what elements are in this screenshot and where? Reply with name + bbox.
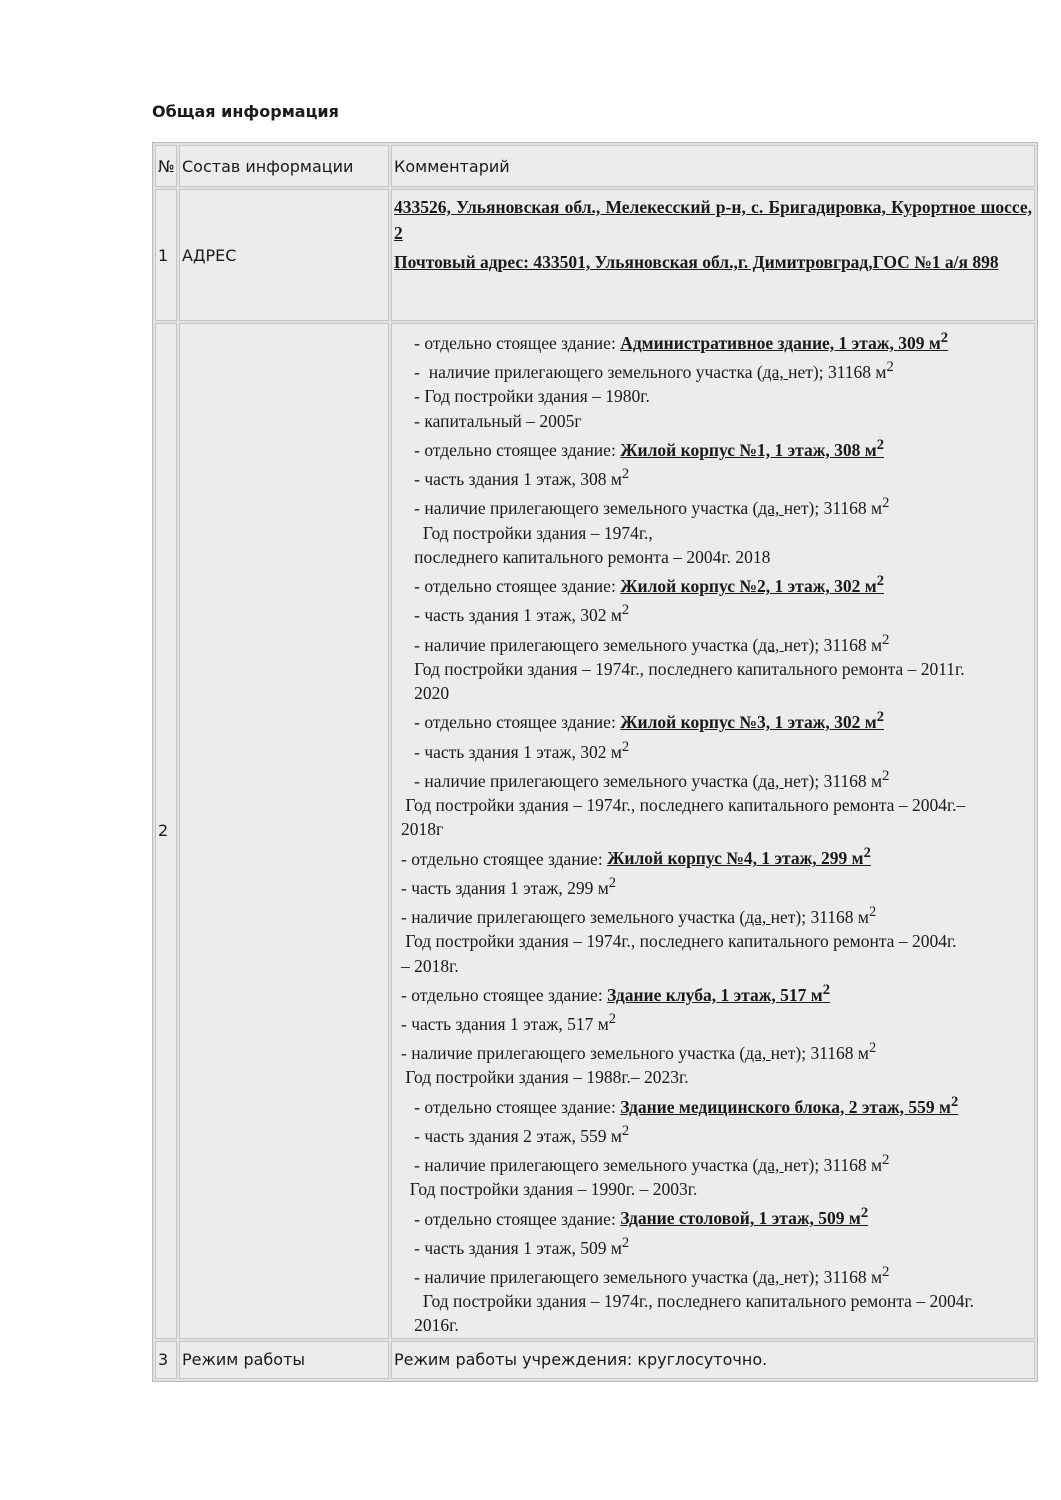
- line-text: - капитальный – 2005г: [414, 410, 582, 431]
- building-info-line: [401, 817, 1032, 841]
- legal-address: 433526, Ульяновская обл., Мелекесский р-н, с. Бригадировка, Курортное шоссе, 2: [394, 197, 1032, 243]
- building-info-line: [401, 491, 1032, 520]
- selected-option: да,: [758, 498, 784, 519]
- building-info-line: [401, 433, 1032, 462]
- work-mode: Режим работы учреждения: круглосуточно.: [391, 1341, 1035, 1379]
- line-text: - наличие прилегающего земельного участка (: [401, 1043, 746, 1064]
- building-info-line: [401, 929, 1032, 953]
- line-text: - часть здания 1 этаж, 308 м: [414, 469, 622, 490]
- building-info-line: [401, 1036, 1032, 1065]
- line-text: - отдельно стоящее здание:: [414, 1096, 621, 1117]
- building-name: [607, 981, 830, 1005]
- area-superscript: 2: [621, 1122, 630, 1139]
- postal-address: Почтовый адрес: 433501, Ульяновская обл.,г. Димитровград,ГОС №1 а/я 898: [394, 252, 999, 272]
- building-name-text: Жилой корпус №2, 1 этаж, 302 м: [620, 576, 877, 597]
- selected-option: да,: [745, 1043, 771, 1064]
- line-indent: [401, 634, 414, 654]
- building-name-text: Здание клуба, 1 этаж, 517 м: [607, 984, 823, 1005]
- building-info-line: [401, 384, 1032, 408]
- selected-option: да,: [758, 770, 784, 791]
- building-name-text: Жилой корпус №3, 1 этаж, 302 м: [620, 712, 877, 733]
- line-indent: [401, 1208, 414, 1228]
- line-indent: [401, 411, 414, 431]
- line-indent: [401, 1267, 414, 1287]
- area-superscript: 2: [621, 602, 630, 619]
- line-indent: [401, 498, 414, 518]
- area-superscript: 2: [882, 495, 890, 512]
- line-text: - часть здания 1 этаж, 517 м: [401, 1013, 609, 1034]
- area-superscript: 2: [621, 738, 630, 755]
- line-text: – 2018г.: [401, 955, 459, 976]
- building-info-line: [401, 409, 1032, 433]
- building-info-line: [401, 326, 1032, 355]
- building-info-line: [401, 598, 1032, 627]
- header-comment: Комментарий: [391, 145, 1035, 187]
- line-text: 2016г.: [414, 1315, 459, 1336]
- building-info-line: [401, 657, 1032, 681]
- selected-option: да,: [762, 362, 789, 382]
- line-indent: [401, 1238, 414, 1258]
- line-text: - наличие прилегающего земельного участка (: [414, 634, 759, 655]
- table-row: [155, 1341, 1035, 1379]
- line-indent: [401, 683, 414, 703]
- building-info-line: [401, 871, 1032, 900]
- address-cell: [391, 189, 1035, 321]
- building-info-line: [401, 1177, 1032, 1201]
- area-superscript: 2: [886, 359, 894, 376]
- building-info-line: [401, 569, 1032, 598]
- line-indent: [401, 386, 414, 406]
- line-text: - отдельно стоящее здание:: [414, 712, 621, 733]
- area-superscript: 2: [950, 1093, 959, 1110]
- line-text: - наличие прилегающего земельного участка (: [414, 498, 759, 519]
- row-num: 1: [155, 189, 177, 321]
- building-name-text: Здание медицинского блока, 2 этаж, 559 м: [620, 1096, 951, 1117]
- building-info-line: [401, 793, 1032, 817]
- building-name: [620, 573, 884, 597]
- area-superscript: 2: [621, 466, 630, 483]
- header-composition: Состав информации: [179, 145, 389, 187]
- line-text: - отдельно стоящее здание:: [414, 576, 621, 597]
- line-text: нет); 31168 м: [770, 906, 869, 927]
- line-indent: [401, 440, 414, 460]
- building-info-line: [401, 735, 1032, 764]
- line-text: 2018г: [401, 819, 444, 840]
- buildings-list: [394, 325, 1032, 1338]
- line-text: Год постройки здания – 1974г., последнего капитального ремонта – 2004г.: [405, 931, 957, 952]
- row-num: 3: [155, 1341, 177, 1379]
- building-info-line: [401, 1202, 1032, 1231]
- area-superscript: 2: [882, 767, 890, 784]
- building-name: [607, 845, 871, 869]
- table-header-row: [155, 145, 1035, 187]
- building-info-line: [401, 681, 1032, 705]
- building-info-line: [401, 1260, 1032, 1289]
- area-superscript: 2: [860, 1205, 869, 1222]
- building-info-line: [401, 1148, 1032, 1177]
- building-info-line: [401, 764, 1032, 793]
- building-info-line: [401, 628, 1032, 657]
- header-num: №: [155, 145, 177, 187]
- area-superscript: 2: [822, 981, 830, 998]
- buildings-cell: [391, 323, 1035, 1339]
- area-superscript: 2: [608, 874, 617, 891]
- line-text: Год постройки здания – 1974г., последнего капитального ремонта – 2011г.: [414, 658, 965, 679]
- building-name-text: Жилой корпус №1, 1 этаж, 308 м: [620, 439, 877, 460]
- line-indent: [401, 1315, 414, 1335]
- line-text: нет); 31168 м: [783, 498, 883, 519]
- building-info-line: [401, 545, 1032, 569]
- line-indent: [401, 469, 414, 489]
- line-text: - часть здания 1 этаж, 299 м: [401, 877, 609, 898]
- table-row: [155, 189, 1035, 321]
- area-superscript: 2: [621, 1234, 630, 1251]
- building-name-text: Здание столовой, 1 этаж, 509 м: [620, 1208, 861, 1229]
- building-name: [620, 1093, 959, 1117]
- line-text: - наличие прилегающего земельного участка (: [414, 1266, 759, 1287]
- line-text: - Год постройки здания – 1980г.: [414, 386, 650, 407]
- line-indent: [401, 712, 414, 732]
- area-superscript: 2: [876, 437, 884, 454]
- line-text: - часть здания 1 этаж, 509 м: [414, 1237, 622, 1258]
- line-text: нет); 31168 м: [783, 770, 883, 791]
- building-name-text: Жилой корпус №4, 1 этаж, 299 м: [607, 848, 864, 869]
- area-superscript: 2: [608, 1011, 617, 1028]
- building-info-line: [401, 1289, 1032, 1313]
- building-name-text: Административное здание, 1 этаж, 309 м: [620, 332, 941, 353]
- row-label: [179, 323, 389, 1339]
- line-indent: [401, 1097, 414, 1117]
- line-text: последнего капитального ремонта – 2004г. 2018: [414, 546, 771, 567]
- line-text: нет); 31168 м: [783, 1154, 883, 1175]
- line-text: - отдельно стоящее здание:: [401, 984, 608, 1005]
- building-info-line: [401, 355, 1032, 384]
- building-info-line: [401, 521, 1032, 545]
- line-text: нет); 31168 м: [783, 634, 883, 655]
- line-text: - наличие прилегающего земельного участка (: [401, 906, 746, 927]
- line-text: - часть здания 1 этаж, 302 м: [414, 605, 622, 626]
- line-text: Год постройки здания – 1974г., последнего капитального ремонта – 2004г.–: [405, 794, 966, 815]
- area-superscript: 2: [863, 845, 871, 862]
- selected-option: да,: [745, 906, 771, 927]
- line-text: - отдельно стоящее здание:: [414, 1208, 621, 1229]
- line-text: нет); 31168 м: [783, 1266, 883, 1287]
- line-indent: [401, 741, 414, 761]
- building-info-line: [401, 1065, 1032, 1089]
- line-indent: [401, 1126, 414, 1146]
- building-info-line: [401, 1090, 1032, 1119]
- line-indent: [401, 605, 414, 625]
- building-info-line: [401, 705, 1032, 734]
- line-text: Год постройки здания – 1988г.– 2023г.: [405, 1067, 689, 1088]
- building-info-line: [401, 900, 1032, 929]
- line-indent: [401, 771, 414, 791]
- building-info-line: [401, 1313, 1032, 1337]
- selected-option: да,: [758, 1266, 784, 1287]
- line-text: - отдельно стоящее здание:: [414, 332, 621, 353]
- row-label: АДРЕС: [179, 189, 389, 321]
- line-text: Год постройки здания – 1990г. – 2003г.: [409, 1179, 698, 1200]
- line-text: - отдельно стоящее здание:: [401, 848, 608, 869]
- line-text: - отдельно стоящее здание:: [414, 439, 621, 460]
- line-text: нет); 31168 м: [770, 1043, 869, 1064]
- line-text: Год постройки здания – 1974г.,: [422, 522, 653, 543]
- line-text: - наличие прилегающего земельного участка (: [414, 770, 759, 791]
- building-name: [620, 709, 884, 733]
- line-text: - наличие прилегающего земельного участка (: [414, 362, 763, 382]
- area-superscript: 2: [940, 330, 949, 346]
- building-info-line: [401, 462, 1032, 491]
- building-name: [620, 330, 949, 353]
- table-row: [155, 323, 1035, 1339]
- building-info-line: [401, 842, 1032, 871]
- row-label: Режим работы: [179, 1341, 389, 1379]
- line-text: Год постройки здания – 1974г., последнего капитального ремонта – 2004г.: [422, 1291, 975, 1312]
- page-title: Общая информация: [152, 102, 339, 121]
- area-superscript: 2: [869, 903, 877, 920]
- area-superscript: 2: [882, 1263, 890, 1280]
- info-table: [152, 142, 1038, 1382]
- line-indent: [401, 1155, 414, 1175]
- line-indent: [401, 1179, 410, 1199]
- building-name: [620, 437, 884, 460]
- line-indent: [401, 547, 414, 567]
- line-text: 2020: [414, 683, 450, 704]
- building-info-line: [401, 1119, 1032, 1148]
- building-info-line: [401, 1007, 1032, 1036]
- line-indent: [401, 362, 414, 382]
- line-indent: [401, 1291, 423, 1311]
- building-info-line: [401, 978, 1032, 1007]
- building-info-line: [401, 1231, 1032, 1260]
- line-text: - часть здания 2 этаж, 559 м: [414, 1125, 622, 1146]
- area-superscript: 2: [876, 709, 884, 726]
- row-num: 2: [155, 323, 177, 1339]
- line-indent: [401, 576, 414, 596]
- line-text: - наличие прилегающего земельного участка (: [414, 1154, 759, 1175]
- line-indent: [401, 659, 414, 679]
- building-name: [620, 1205, 869, 1229]
- line-text: - часть здания 1 этаж, 302 м: [414, 741, 622, 762]
- selected-option: да,: [758, 1154, 784, 1175]
- line-indent: [401, 523, 423, 543]
- selected-option: да,: [758, 634, 784, 655]
- area-superscript: 2: [882, 631, 890, 648]
- area-superscript: 2: [869, 1040, 877, 1057]
- line-indent: [401, 333, 414, 353]
- area-superscript: 2: [876, 573, 884, 590]
- line-text: нет); 31168 м: [788, 362, 887, 382]
- building-info-line: [401, 954, 1032, 978]
- area-superscript: 2: [882, 1152, 890, 1169]
